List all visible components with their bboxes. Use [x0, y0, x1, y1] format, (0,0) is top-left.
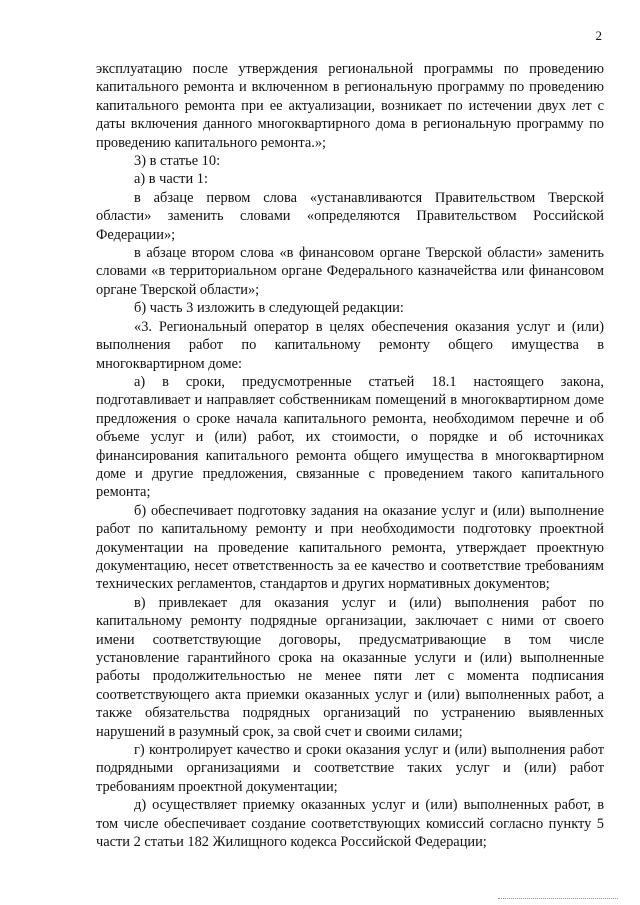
paragraph-point-v: в) привлекает для оказания услуг и (или) выполнения работ по капитальному ремонту подрядные организации, заключает с ними от своего имени соответствующие договоры, предусматривающие в том числе установление гарантийного срока на оказанные услуги и (или) выполненные работы продолжительностью не менее пяти лет с момента подписания соответствующего акта приемки оказанных услуг и (или) выполненных работ, а также обязательства подрядных организаций по устранению выявленных нарушений в разумный срок, за свой счет и своими силами; — [96, 594, 604, 740]
paragraph-point-b: б) обеспечивает подготовку задания на оказание услуг и (или) выполнение работ по капитальному ремонту и при необходимости подготовку проектной документации на проведение капитального ремонта, утверждает проектную документацию, несет ответственность за ее качество и соответствие требованиям технических регламентов, стандартов и других нормативных документов; — [96, 502, 604, 593]
paragraph-second-abzac: в абзаце втором слова «в финансовом органе Тверской области» заменить словами «в территориальном органе Федерального казначейства или финансовом органе Тверской области»; — [96, 245, 604, 298]
paragraph-first-abzac: в абзаце первом слова «устанавливаются Правительством Тверской области» заменить словами «определяются Правительством Российской Федерации»; — [96, 189, 604, 243]
scan-edge-divider — [498, 897, 618, 899]
document-body — [96, 60, 604, 851]
paragraph-point-d: д) осуществляет приемку оказанных услуг и (или) выполненных работ, в том числе обеспечивает создание соответствующих комиссий согласно пункту 5 части 2 статьи 182 Жилищного кодекса Российской Федерации; — [96, 797, 604, 851]
paragraph-part-3: «3. Региональный оператор в целях обеспечения оказания услуг и (или) выполнения работ по капитальному ремонту общего имущества в многоквартирном доме: — [96, 318, 604, 372]
paragraph-item-3: 3) в статье 10: — [134, 153, 221, 170]
paragraph-point-a: а) в сроки, предусмотренные статьей 18.1 настоящего закона, подготавливает и направляет собственникам помещений в многоквартирном доме предложения о сроке начала капитального ремонта, необходимом перечне и об объеме услуг и (или) работ, их стоимости, о порядке и об источниках финансирования капитального ремонта общего имущества в многоквартирном доме и другие предложения, связанные с проведением такого капитального ремонта; — [96, 373, 604, 501]
page-number: 2 — [595, 28, 602, 43]
paragraph-subitem-b: б) часть 3 изложить в следующей редакции: — [134, 300, 404, 317]
paragraph-continuation: эксплуатацию после утверждения региональной программы по проведению капитального ремонта и включенном в региональную программу по проведению капитального ремонта при ее актуализации, возникает по истечении двух лет с даты включения данного многоквартирного дома в региональную программу по проведению капитального ремонта.»; — [96, 61, 604, 151]
paragraph-subitem-a: а) в части 1: — [134, 171, 208, 188]
paragraph-point-g: г) контролирует качество и сроки оказания услуг и (или) выполнения работ подрядными организациями и соответствие таких услуг и (или) работ требованиям проектной документации; — [96, 742, 604, 795]
